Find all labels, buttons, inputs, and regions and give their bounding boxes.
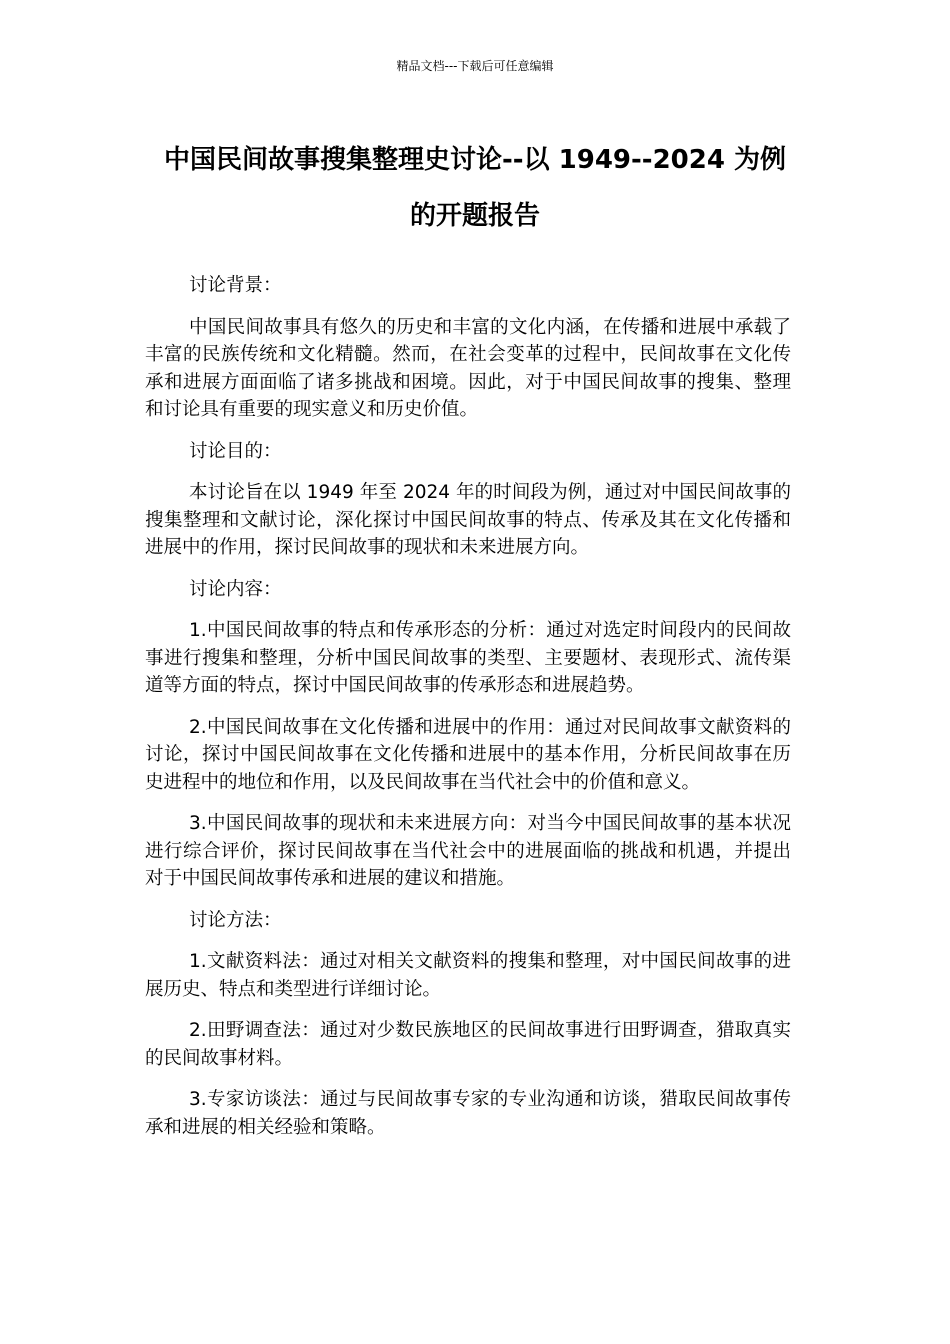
paragraph-method-3: 3.专家访谈法：通过与民间故事专家的专业沟通和访谈，猎取民间故事传承和进展的相关经验和策略。 — [145, 1089, 791, 1138]
paragraph-method-1: 1.文献资料法：通过对相关文献资料的搜集和整理，对中国民间故事的进展历史、特点和类型进行详细讨论。 — [145, 951, 791, 1000]
heading-purpose: 讨论目的： — [189, 440, 282, 462]
paragraph-background: 中国民间故事具有悠久的历史和丰富的文化内涵，在传播和进展中承载了丰富的民族传统和文化精髓。然而，在社会变革的过程中，民间故事在文化传承和进展方面面临了诸多挑战和困境。因此，对于中国民间故事的搜集、整理和讨论具有重要的现实意义和历史价值。 — [145, 316, 791, 420]
document-body — [145, 272, 791, 1155]
paragraph-content-3: 3.中国民间故事的现状和未来进展方向：对当今中国民间故事的基本状况进行综合评价，探讨民间故事在当代社会中的进展面临的挑战和机遇，并提出对于中国民间故事传承和进展的建议和措施。 — [145, 813, 791, 889]
heading-content: 讨论内容： — [189, 578, 282, 600]
heading-background: 讨论背景： — [189, 275, 282, 296]
paragraph-content-1: 1.中国民间故事的特点和传承形态的分析：通过对选定时间段内的民间故事进行搜集和整理，分析中国民间故事的类型、主要题材、表现形式、流传渠道等方面的特点，探讨中国民间故事的传承形态和进展趋势。 — [145, 620, 791, 696]
paragraph-content-2: 2.中国民间故事在文化传播和进展中的作用：通过对民间故事文献资料的讨论，探讨中国民间故事在文化传播和进展中的基本作用，分析民间故事在历史进程中的地位和作用，以及民间故事在当代社会中的价值和意义。 — [145, 716, 791, 793]
heading-methods: 讨论方法： — [189, 909, 282, 931]
title-line-1: 中国民间故事搜集整理史讨论--以 1949--2024 为例 — [164, 145, 786, 175]
paragraph-purpose: 本讨论旨在以 1949 年至 2024 年的时间段为例，通过对中国民间故事的搜集整理和文献讨论，深化探讨中国民间故事的特点、传承及其在文化传播和进展中的作用，探讨民间故事的现状和未来进展方向。 — [145, 482, 791, 558]
document-title — [145, 132, 805, 244]
title-line-2: 的开题报告 — [409, 201, 540, 231]
header-note: 精品文档---下载后可任意编辑 — [396, 59, 554, 73]
paragraph-method-2: 2.田野调查法：通过对少数民族地区的民间故事进行田野调查，猎取真实的民间故事材料。 — [145, 1020, 791, 1069]
